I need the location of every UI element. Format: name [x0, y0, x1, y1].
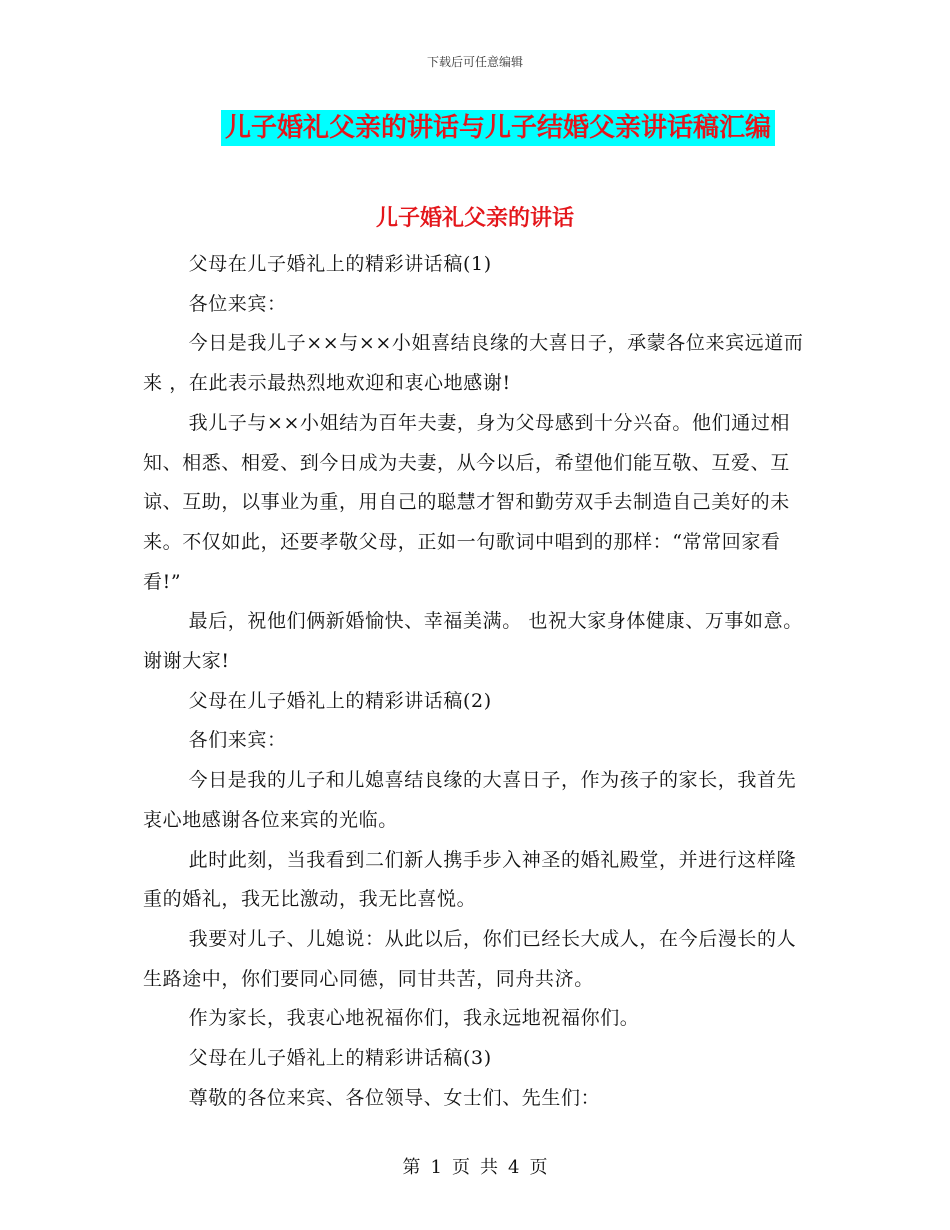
main-title: 儿子婚礼父亲的讲话与儿子结婚父亲讲话稿汇编	[221, 110, 775, 146]
paragraph: 此时此刻，当我看到二们新人携手步入神圣的婚礼殿堂，并进行这样隆重的婚礼，我无比激动，我无比喜悦。	[143, 848, 797, 911]
paragraph: 各位来宾：	[188, 292, 287, 315]
paragraph: 父母在儿子婚礼上的精彩讲话稿(2)	[188, 689, 492, 712]
paragraph: 各们来宾：	[188, 729, 287, 752]
paragraph: 作为家长，我衷心地祝福你们，我永远地祝福你们。	[188, 1007, 640, 1030]
page-footer	[0, 1153, 950, 1179]
paragraph: 尊敬的各位来宾、各位领导、女士们、先生们：	[188, 1086, 601, 1109]
paragraph: 我要对儿子、儿媳说：从此以后，你们已经长大成人，在今后漫长的人生路途中，你们要同心同德，同甘共苦，同舟共济。	[143, 927, 797, 990]
paragraph: 今日是我儿子××与××小姐喜结良缘的大喜日子，承蒙各位来宾远道而来 ，在此表示最热烈地欢迎和衷心地感谢!	[143, 332, 804, 395]
footer-suffix: 页	[529, 1157, 548, 1178]
paragraph: 父母在儿子婚礼上的精彩讲话稿(3)	[188, 1047, 492, 1070]
document-body	[143, 245, 809, 1118]
paragraph: 我儿子与××小姐结为百年夫妻，身为父母感到十分兴奋。他们通过相知、相悉、相爱、到今日成为夫妻，从今以后，希望他们能互敬、互爱、互谅、互助，以事业为重，用自己的聪慧才智和勤劳双手去制造自己美好的未来。不仅如此，还要孝敬父母，正如一句歌词中唱到的那样：“常常回家看看!”	[143, 411, 791, 593]
footer-total-pages: 4	[508, 1157, 520, 1178]
paragraph: 最后，祝他们俩新婚愉快、幸福美满。 也祝大家身体健康、万事如意。谢谢大家!	[143, 610, 803, 673]
footer-prefix: 第	[402, 1157, 421, 1178]
section-title: 儿子婚礼父亲的讲话	[375, 205, 574, 231]
main-title-container	[0, 110, 950, 146]
footer-page-number: 1	[430, 1157, 442, 1178]
footer-page-label: 页	[452, 1157, 470, 1178]
header-note: 下载后可任意编辑	[426, 55, 523, 69]
footer-total-label: 共	[480, 1157, 498, 1178]
paragraph: 父母在儿子婚礼上的精彩讲话稿(1)	[188, 253, 492, 275]
paragraph: 今日是我的儿子和儿媳喜结良缘的大喜日子，作为孩子的家长，我首先衷心地感谢各位来宾的光临。	[143, 769, 797, 831]
